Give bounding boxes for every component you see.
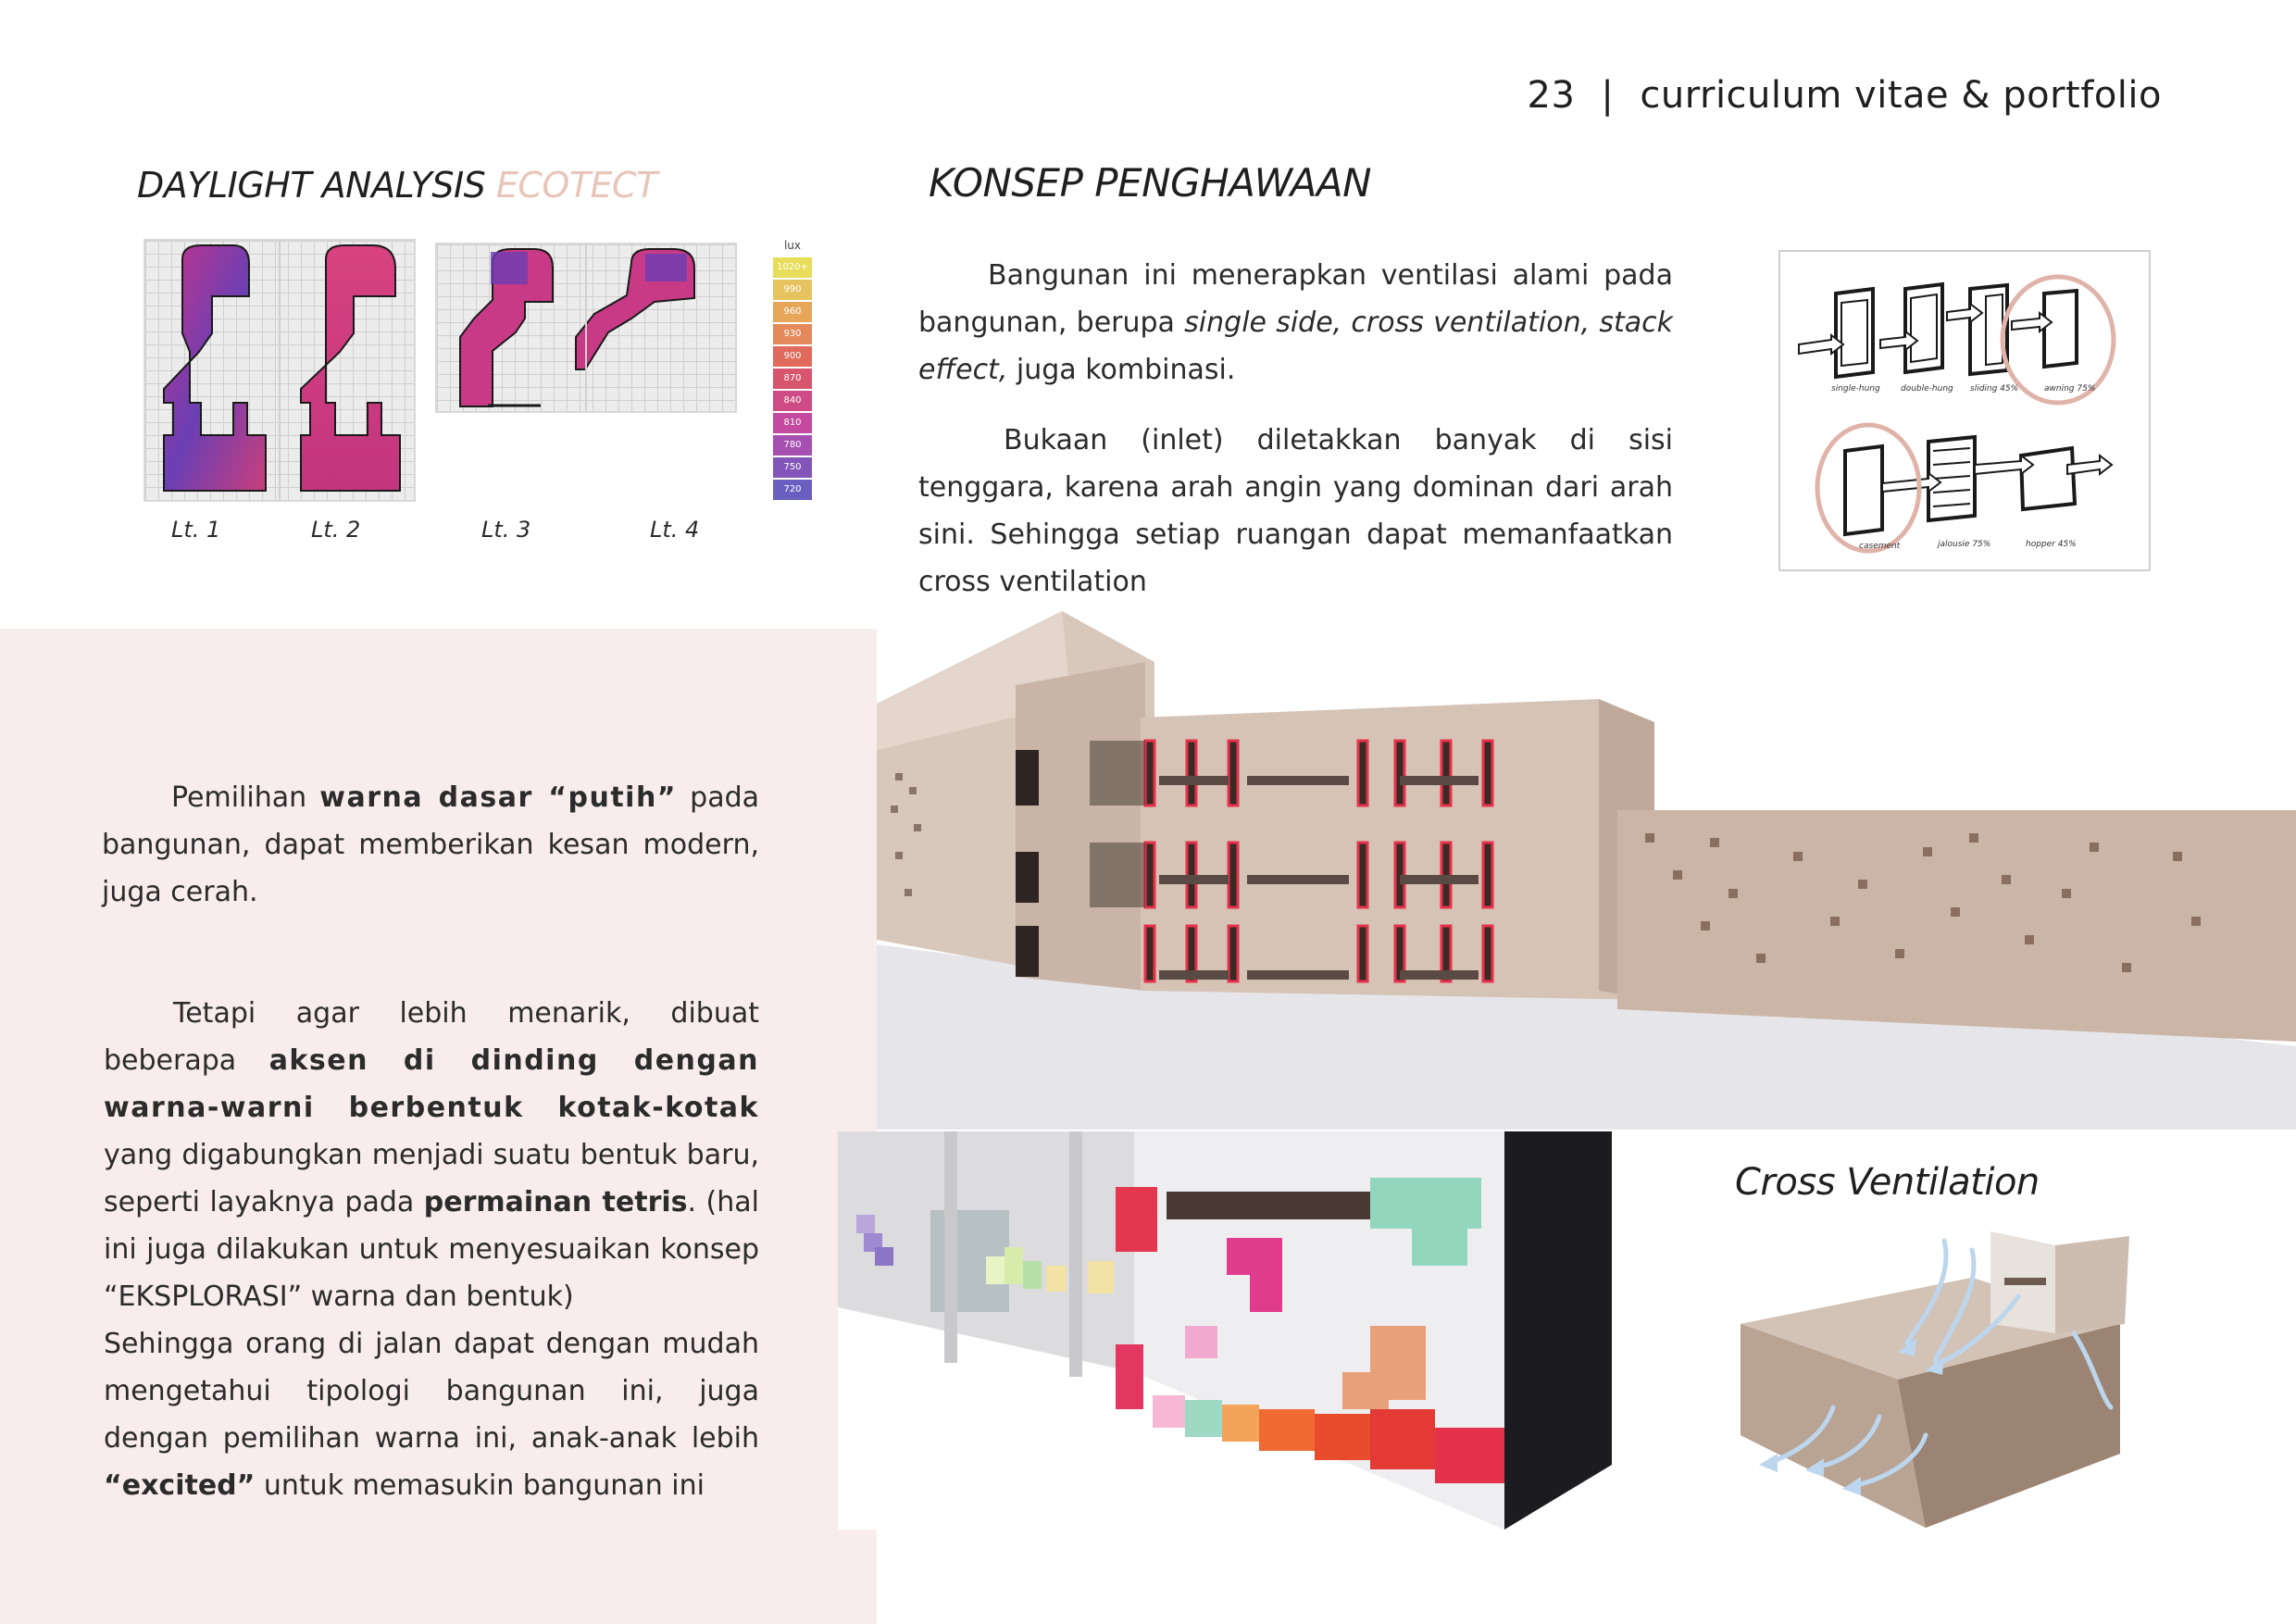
window-type-label: casement	[1859, 542, 1901, 551]
daylight-title-accent: ECOTECT	[495, 165, 657, 206]
lux-legend-cell: 930	[773, 324, 812, 344]
ventilation-paragraph	[918, 252, 1673, 394]
lux-legend-unit: lux	[783, 239, 802, 252]
daylight-plan-lt3-lt4	[435, 243, 737, 413]
window-types-illustration	[1780, 252, 2149, 569]
tetris-text-2: yang digabungkan menjadi suatu bentuk baru, seperti layaknya pada	[104, 1139, 759, 1218]
tetris-accent-paragraph	[104, 990, 759, 1509]
lux-legend-cell: 900	[773, 346, 812, 367]
white-color-text-2: pada bangunan, dapat memberikan kesan modern, juga cerah.	[102, 781, 760, 908]
lux-legend-cell: 810	[773, 413, 812, 433]
window-type-label: hopper 45%	[2026, 540, 2077, 549]
lux-legend-cell: 720	[773, 480, 812, 500]
ventilation-text-2: juga kombinasi.	[1007, 354, 1236, 386]
tetris-text-3: . (hal ini juga dilakukan untuk menyesuaikan konsep “EKSPLORASI” warna dan bentuk)	[104, 1186, 759, 1313]
tetris-wall-render	[838, 1131, 1612, 1530]
window-type-label: double-hung	[1901, 384, 1953, 394]
window-type-label: single-hung	[1831, 384, 1880, 394]
plan-label-lt2: Lt. 2	[311, 517, 361, 543]
tetris-bold-3: “excited”	[104, 1469, 256, 1502]
plan-label-lt1: Lt. 1	[171, 517, 221, 543]
lux-legend-cells	[773, 257, 812, 500]
tetris-text-4: Sehingga orang di jalan dapat dengan mudah mengetahui tipologi bangunan ini, juga dengan pemilihan warna ini, anak-anak lebih	[104, 1328, 759, 1455]
ventilation-text-italic: single side, cross ventilation, stack effect,	[918, 306, 1673, 386]
window-type-label: jalousie 75%	[1938, 540, 1991, 549]
white-color-paragraph	[102, 774, 759, 916]
plan-label-lt4: Lt. 4	[650, 517, 700, 543]
building-facade-illustration	[877, 611, 2296, 1130]
window-types-diagram	[1778, 250, 2151, 571]
cross-ventilation-illustration	[1741, 1222, 2129, 1537]
penghawaan-title: KONSEP PENGHAWAAN	[929, 160, 1371, 206]
daylight-plan-lt1-lt2-graphic	[145, 241, 414, 500]
cross-ventilation-diagram	[1741, 1222, 2129, 1537]
daylight-title-main: DAYLIGHT ANALYSIS	[137, 165, 486, 206]
window-type-label: awning 75%	[2044, 384, 2096, 394]
daylight-title	[137, 165, 657, 206]
tetris-text-5: untuk memasukin bangunan ini	[255, 1469, 705, 1502]
tetris-bold-2: permainan tetris	[423, 1186, 688, 1218]
tetris-bold-1: aksen di dinding dengan warna-warni berbentuk kotak-kotak	[104, 1044, 759, 1124]
lux-legend-cell: 870	[773, 369, 812, 389]
header-separator: |	[1601, 74, 1615, 117]
lux-legend-cell: 840	[773, 391, 812, 411]
lux-legend-cell: 780	[773, 435, 812, 456]
page-header	[1528, 74, 2162, 117]
white-color-text-1: Pemilihan	[171, 781, 320, 814]
inlet-text: Bukaan (inlet) diletakkan banyak di sisi tenggara, karena arah angin yang dominan dari arah sini. Sehingga setiap ruangan dapat memanfaatkan cross ventilation	[918, 424, 1673, 598]
lux-legend-cell: 990	[773, 280, 812, 300]
window-type-label: sliding 45%	[1970, 384, 2019, 394]
header-title: curriculum vitae & portfolio	[1640, 74, 2162, 117]
cross-ventilation-title: Cross Ventilation	[1735, 1161, 2040, 1204]
white-color-bold: warna dasar “putih”	[319, 781, 678, 814]
lux-legend-cell: 750	[773, 457, 812, 478]
building-facade-render	[877, 611, 2296, 1130]
page-number: 23	[1527, 74, 1576, 117]
lux-legend-cell: 1020+	[773, 257, 812, 278]
tetris-text-1: Tetapi agar lebih menarik, dibuat beberapa	[104, 997, 759, 1077]
lux-legend	[773, 239, 812, 502]
daylight-plan-lt3-lt4-graphic	[437, 244, 735, 411]
plan-label-lt3: Lt. 3	[481, 517, 531, 543]
inlet-paragraph	[918, 417, 1673, 606]
ventilation-text-1: Bangunan ini menerapkan ventilasi alami pada bangunan, berupa	[918, 259, 1673, 339]
lux-legend-cell: 960	[773, 302, 812, 322]
tetris-wall-illustration	[838, 1131, 1612, 1530]
daylight-plan-lt1-lt2	[144, 239, 416, 502]
